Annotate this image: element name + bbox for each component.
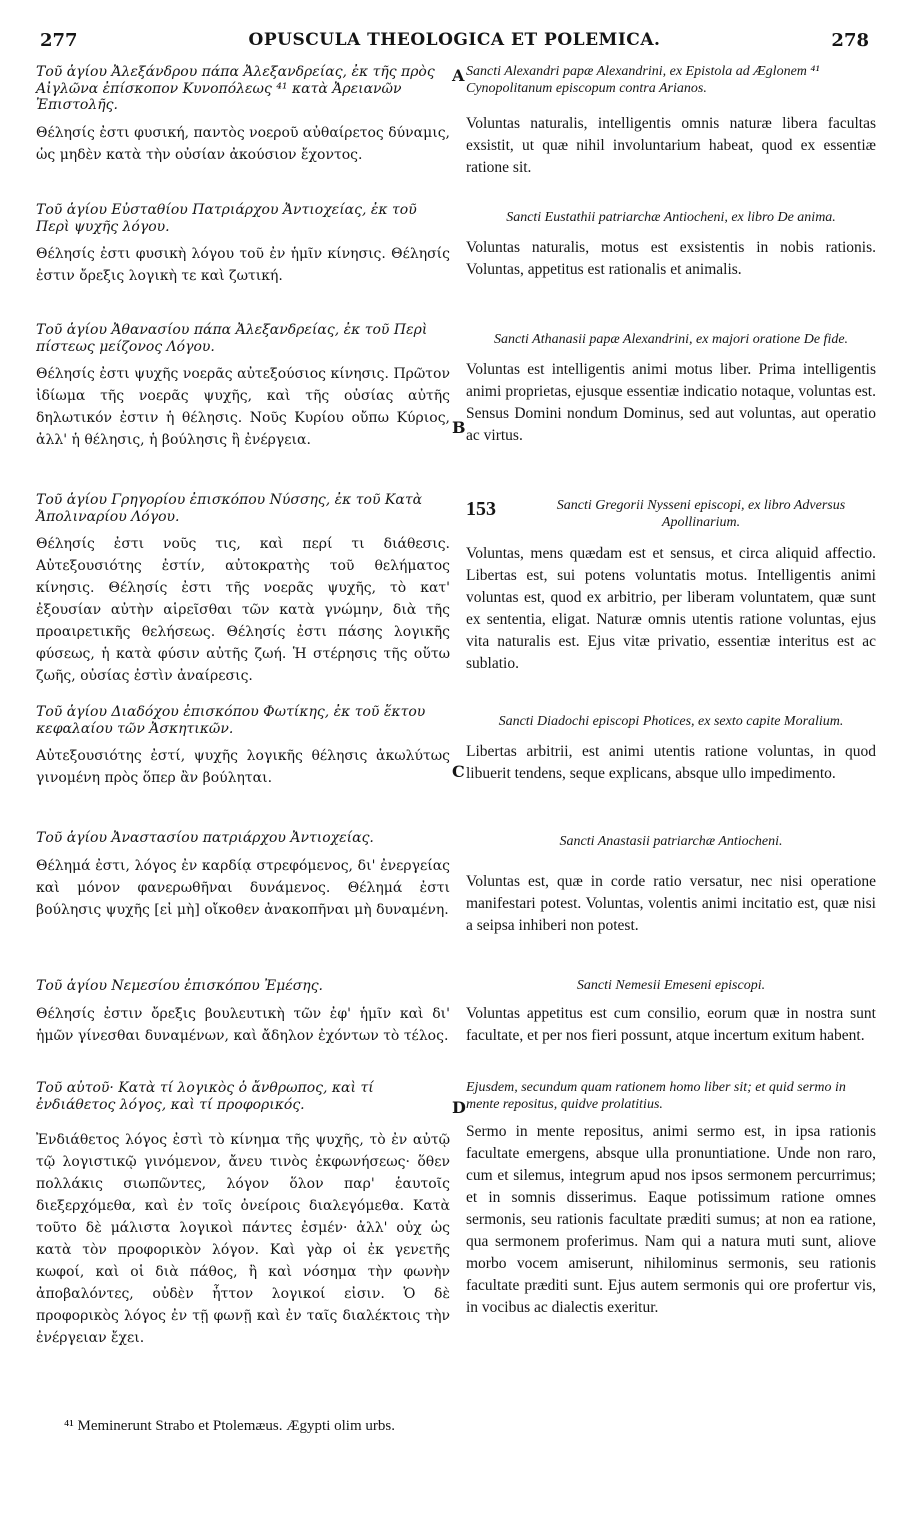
latin-section-title: Sancti Eustathii patriarchæ Antiocheni, ex libro De anima. bbox=[506, 210, 836, 225]
page-number-left: 277 bbox=[40, 30, 78, 51]
latin-section bbox=[466, 498, 876, 675]
latin-section-title: Sancti Nemesii Emeseni episcopi. bbox=[576, 978, 766, 993]
greek-section-text: Αὐτεξουσιότης ἐστί, ψυχῆς λογικῆς θέλησις ἀκωλύτως γινομένη πρὸς ὅπερ ἂν βούληται. bbox=[36, 748, 450, 786]
latin-section-title: Sancti Diadochi episcopi Photices, ex sexto capite Moralium. bbox=[498, 714, 844, 729]
latin-section bbox=[466, 210, 876, 281]
greek-section-title: Τοῦ ἁγίου Νεμεσίου ἐπισκόπου Ἐμέσης. bbox=[36, 978, 323, 994]
margin-marker-b: B bbox=[452, 418, 466, 437]
latin-section-title: Sancti Gregorii Nysseni episcopi, ex libro Adversus Apollinarium. bbox=[556, 498, 846, 530]
greek-section bbox=[36, 1080, 450, 1349]
greek-section bbox=[36, 64, 450, 166]
page-number-right: 278 bbox=[831, 30, 869, 51]
greek-section-title: Τοῦ ἁγίου Ἀθανασίου πάπα Ἀλεξανδρείας, ἐκ τοῦ Περὶ πίστεως μείζονος Λόγου. bbox=[36, 322, 428, 355]
greek-section bbox=[36, 492, 450, 687]
latin-section bbox=[466, 834, 876, 937]
greek-section-title: Τοῦ ἁγίου Ἀλεξάνδρου πάπα Ἀλεξανδρείας, ἐκ τῆς πρὸς Αἰγλῶνα ἐπίσκοπον Κυνοπόλεως ⁴¹ κατὰ Ἀρειανῶν Ἐπιστολῆς. bbox=[36, 64, 435, 113]
latin-section bbox=[466, 978, 876, 1047]
latin-section bbox=[466, 1080, 876, 1319]
greek-section-text: Θέλησίς ἐστι φυσική, παντὸς νοεροῦ αὐθαίρετος δύναμις, ὡς μηδὲν κατὰ τὴν οὐσίαν ἀκούσιον ἔχοντος. bbox=[36, 124, 450, 163]
running-title: OPUSCULA THEOLOGICA ET POLEMICA. bbox=[248, 30, 661, 50]
greek-section-text: Θέλησίς ἐστι φυσικὴ λόγου τοῦ ἐν ἡμῖν κίνησις. Θέλησίς ἐστιν ὄρεξις λογικὴ τε καὶ ζωτική. bbox=[36, 246, 450, 284]
latin-section-text: Voluntas naturalis, motus est exsistentis in nobis rationis. Voluntas, appetitus est rationalis et animalis. bbox=[466, 238, 876, 278]
latin-section-title: Sancti Alexandri papæ Alexandrini, ex Epistola ad Æglonem ⁴¹ Cynopolitanum episcopum contra Arianos. bbox=[466, 64, 820, 96]
latin-section-text: Voluntas, mens quædam est et sensus, et circa aliquid affectio. Libertas est, sui potens voluntatis motus. Intelligentis animi voluntas est, quod ex arbitrio, per liberam voluntatem, quæ sunt ex sententia, eligat. Naturæ omnis utentis ratione voluntas, ejus vita naturalis est. Ejus vitæ privatio, essentiæ interitus est ac sublatio. bbox=[466, 545, 876, 672]
greek-section-title: Τοῦ ἁγίου Διαδόχου ἐπισκόπου Φωτίκης, ἐκ τοῦ ἕκτου κεφαλαίου τῶν Ἀσκητικῶν. bbox=[36, 704, 426, 737]
latin-section-text: Voluntas naturalis, intelligentis omnis naturæ libera facultas exsistit, ut quæ nihil involuntarium habeat, quod ex essentiæ ratione sit. bbox=[466, 115, 876, 176]
greek-section bbox=[36, 322, 450, 451]
greek-section bbox=[36, 830, 450, 921]
greek-section-title: Τοῦ ἁγίου Εὐσταθίου Πατριάρχου Ἀντιοχείας, ἐκ τοῦ Περὶ ψυχῆς λόγου. bbox=[36, 202, 417, 235]
greek-section-text: Θέλησίς ἐστι νοῦς τις, καὶ περί τι διάθεσις. Αὐτεξουσιότης ἐστίν, αὐτοκρατὴς τοῦ θελήματος κίνησις. Θέλησίς ἐστι τῆς νοερᾶς ψυχῆς, τὸ κατ' ἐξουσίαν αὐτὴν αἱρεῖσθαι τῶν κατὰ γνώμην, διὰ τῆς προαιρετικῆς θελήσεως. Θέλησίς ἐστι πάσης λογικῆς φύσεως, ἡ κατὰ φύσιν αὐτῆς ζωή. Ἡ στέρησις τῆς οὕτω ζωῆς, οὐσίας ἐστὶν ἀναίρεσις. bbox=[36, 536, 450, 684]
latin-section-text: Voluntas appetitus est cum consilio, eorum quæ in nostra sunt facultate, et per nos fieri possunt, atque incertum exitum habent. bbox=[466, 1004, 876, 1044]
margin-marker-c: C bbox=[452, 762, 465, 781]
latin-section-title: Ejusdem, secundum quam rationem homo liber sit; et quid sermo in mente repositus, quidve prolatitius. bbox=[466, 1080, 846, 1112]
greek-section-text: Θέλησίς ἐστιν ὄρεξις βουλευτικὴ τῶν ἐφ' ἡμῖν καὶ δι' ἡμῶν γίνεσθαι δυναμένων, καὶ ἄδηλον ἐχόντων τὸ τέλος. bbox=[36, 1005, 450, 1044]
column-number: 153 bbox=[466, 498, 496, 520]
latin-section bbox=[466, 332, 876, 447]
latin-section-text: Sermo in mente repositus, animi sermo est, in ipsa rationis facultate emergens, absque ulla pronuntiatione. Unde non raro, cum et silemus, integrum apud nos ipsos sermonem percurrimus; et in somnis disserimus. Eaque potissimum ratione omnes sermonis, seu rationis facultate præditi sumus; at non ea ratione, qua sermonem proferimus. Nam qui a natura muti sunt, aliove morbo vocem amiserunt, nihilominus sermonis, seu rationis facultate præditi sunt. Ejus autem sermonis qui ore profertur vis, in vocibus ac dialectis exeritur. bbox=[466, 1123, 876, 1316]
greek-section-title: Τοῦ ἁγίου Ἀναστασίου πατριάρχου Ἀντιοχείας. bbox=[36, 830, 374, 846]
greek-section-text: Θέλησίς ἐστι ψυχῆς νοερᾶς αὐτεξούσιος κίνησις. Πρῶτον ἰδίωμα τῆς νοερᾶς ψυχῆς, καὶ τῆς οὐσίας αὐτῆς δηλωτικόν ἐστιν ἡ θέλησις. Νοῦς Κυρίου οὔπω Κύριος, ἀλλ' ἡ θέλησις, ἡ βούλησις ἢ ἐνέργεια. bbox=[36, 366, 450, 448]
greek-section bbox=[36, 704, 450, 789]
latin-section-text: Voluntas est intelligentis animi motus liber. Prima intelligentis animi proprietas, ejusque essentiæ indicatio notaque, voluntas est. Sensus Domini nondum Dominus, sed aut voluntas, aut operatio ac virtus. bbox=[466, 360, 876, 444]
latin-section bbox=[466, 714, 876, 785]
latin-section-text: Voluntas est, quæ in corde ratio versatur, nec nisi operatione manifestari potest. Voluntas, volentis animi incitatio est, quæ nisi a seipsa inhiberi non potest. bbox=[466, 872, 876, 934]
footnote: ⁴¹ Meminerunt Strabo et Ptolemæus. Ægypti olim urbs. bbox=[64, 1418, 395, 1434]
latin-section bbox=[466, 64, 876, 179]
margin-marker-d: D bbox=[452, 1098, 466, 1117]
margin-marker-a: A bbox=[452, 66, 465, 85]
latin-section-title: Sancti Athanasii papæ Alexandrini, ex majori oratione De fide. bbox=[493, 332, 849, 347]
greek-section bbox=[36, 978, 450, 1047]
greek-section-text: Θέλημά ἐστι, λόγος ἐν καρδίᾳ στρεφόμενος, δι' ἐνεργείας καὶ μόνον φανερωθῆναι δυνάμενος. Θέλημά ἐστι βούλησις ψυχῆς [εἰ μὴ] οἴκοθεν ἀνακοπῆναι μὴ δυναμένη. bbox=[36, 857, 450, 918]
latin-section-title: Sancti Anastasii patriarchæ Antiocheni. bbox=[559, 834, 783, 849]
greek-section-text: Ἐνδιάθετος λόγος ἐστὶ τὸ κίνημα τῆς ψυχῆς, τὸ ἐν αὐτῷ τῷ λογιστικῷ γινόμενον, ἄνευ τινὸς ἐκφωνήσεως· ὅθεν πολλάκις σιωπῶντες, λόγον ὅλον παρ' ἑαυτοῖς διεξερχόμεθα, καὶ ἐν τοῖς ὀνείροις διαλεγόμεθα. Κατὰ τοῦτο δὲ μάλιστα λογικοὶ πάντες ἐσμέν· ἀλλ' οὐχ ὡς κατὰ τὸν προφορικὸν λόγον. Καὶ γὰρ οἱ ἐκ γενετῆς κωφοί, καὶ οἱ διὰ πάθος, ἢ καὶ νόσημα τὴν φωνὴν ἀποβαλόντες, οὐδὲν ἧττον λογικοί εἰσιν. Ὁ δὲ προφορικὸς λόγος ἐν τῇ φωνῇ καὶ ἐν ταῖς διαλέκτοις τὴν ἐνέργειαν ἔχει. bbox=[36, 1132, 450, 1346]
greek-section bbox=[36, 202, 450, 287]
latin-section-text: Libertas arbitrii, est animi utentis ratione voluntas, in quod libuerit tendens, seque explicans, absque ullo impedimento. bbox=[466, 742, 876, 782]
greek-section-title: Τοῦ ἁγίου Γρηγορίου ἐπισκόπου Νύσσης, ἐκ τοῦ Κατὰ Ἀπολιναρίου Λόγου. bbox=[36, 492, 423, 525]
greek-section-title: Τοῦ αὐτοῦ· Κατὰ τί λογικὸς ὁ ἄνθρωπος, καὶ τί ἐνδιάθετος λόγος, καὶ τί προφορικός. bbox=[36, 1080, 374, 1113]
